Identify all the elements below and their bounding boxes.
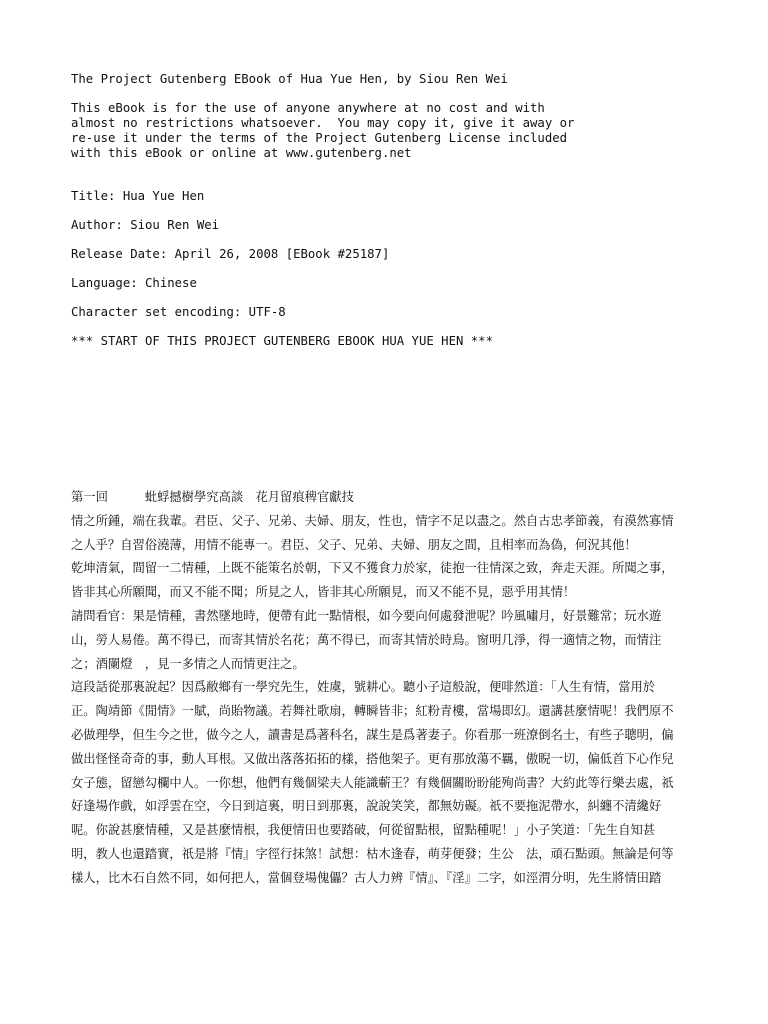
- chapter-line: 乾坤清氣，間留一二情種，上既不能策名於朝，下又不獲食力於家，徒抱一往情深之致，奔走天涯。所聞之事，: [71, 561, 674, 576]
- license-line-4: with this eBook or online at www.gutenberg.net: [71, 146, 412, 160]
- chapter-line: 正。陶靖節《閒情》一賦，尚貽物議。若舞社歌扇，轉瞬皆非；紅粉青樓，當場即幻。還講甚麼情呢！我們原不: [71, 704, 674, 719]
- chapter-line: 請問看官：果是情種，書然墜地時，便帶有此一點情根，如今要向何處發泄呢？吟風嘯月，好景難常；玩水遊: [71, 608, 662, 623]
- metadata-title: Title: Hua Yue Hen: [71, 189, 205, 203]
- license-line-3: re-use it under the terms of the Project Gutenberg License included: [71, 131, 568, 145]
- chapter-line: 山，勞人易倦。萬不得已，而寄其情於名花；萬不得已，而寄其情於時鳥。窗明几淨，得一適情之物，而情注: [71, 632, 662, 647]
- start-marker: *** START OF THIS PROJECT GUTENBERG EBOOK HUA YUE HEN ***: [71, 334, 493, 348]
- chapter-line: 呢。你說甚麼情種，又是甚麼情根，我便情田也要踏破，何從留點根，留點種呢！」小子笑道：「先生自知甚: [71, 823, 656, 838]
- license-line-2: almost no restrictions whatsoever. You may copy it, give it away or: [71, 116, 575, 130]
- chapter-line: 必做理學，但生今之世，做今之人，讀書是爲著科名，謀生是爲著妻子。你看那一班潦倒名士，有些子聰明，偏: [71, 727, 674, 742]
- metadata-author: Author: Siou Ren Wei: [71, 218, 220, 232]
- chapter-body: [71, 486, 701, 891]
- chapter-line: 皆非其心所願聞，而又不能不聞；所見之人，皆非其心所願見，而又不能不見，惡乎用其情！: [71, 585, 576, 600]
- chapter-line: 樣人，比木石自然不同，如何把人，當個登場傀儡？古人力辨『情』、『淫』二字，如涇渭分明，先生將情田踏: [71, 870, 662, 885]
- metadata-encoding: Character set encoding: UTF-8: [71, 305, 286, 319]
- chapter-line: 這段話從那裏說起？因爲敝鄉有一學究先生，姓虞，號耕心。聽小子這般說，便啡然道：「人生有情，當用於: [71, 680, 656, 695]
- chapter-line: 做出怪怪奇奇的事，動人耳根。又做出落落拓拓的樣，搭他架子。更有那放蕩不羈，傲睨一切，偏低首下心作兒: [71, 751, 674, 766]
- chapter-line: 之；酒闌燈 ，見一多情之人而情更注之。: [71, 656, 305, 671]
- ebook-title-line: The Project Gutenberg EBook of Hua Yue Hen, by Siou Ren Wei: [71, 72, 508, 86]
- chapter-line: 女子態，留戀勾欄中人。一你想，他們有幾個梁夫人能識蘄王？有幾個關盼盼能殉尚書？大約此等行樂去處，祇: [71, 775, 674, 790]
- chapter-line: 好逢場作戲，如浮雲在空，今日到這裏，明日到那裏，說說笑笑，都無妨礙。祇不要拖泥帶水，糾纏不清纔好: [71, 799, 662, 814]
- license-line-1: This eBook is for the use of anyone anywhere at no cost and with: [71, 101, 545, 115]
- chapter-heading: 第一回 蚍蜉撼樹學究高談 花月留痕稗官獻技: [71, 490, 354, 504]
- metadata-language: Language: Chinese: [71, 276, 197, 290]
- chapter-line: 明，教人也還踏實，祇是將『情』字徑行抹煞！試想：枯木逢春，萌芽便發；生公 法，頑石點頭。無論是何等: [71, 846, 674, 861]
- chapter-line: 情之所鍾，端在我輩。君臣、父子、兄弟、夫婦、朋友，性也，情字不足以盡之。然自古忠孝節義，有漠然寡情: [71, 513, 674, 528]
- chapter-line: 之人乎？自習俗澆薄，用情不能專一。君臣、父子、兄弟、夫婦、朋友之間，且相率而為偽，何況其他！: [71, 537, 637, 552]
- metadata-release-date: Release Date: April 26, 2008 [EBook #25187]: [71, 247, 390, 261]
